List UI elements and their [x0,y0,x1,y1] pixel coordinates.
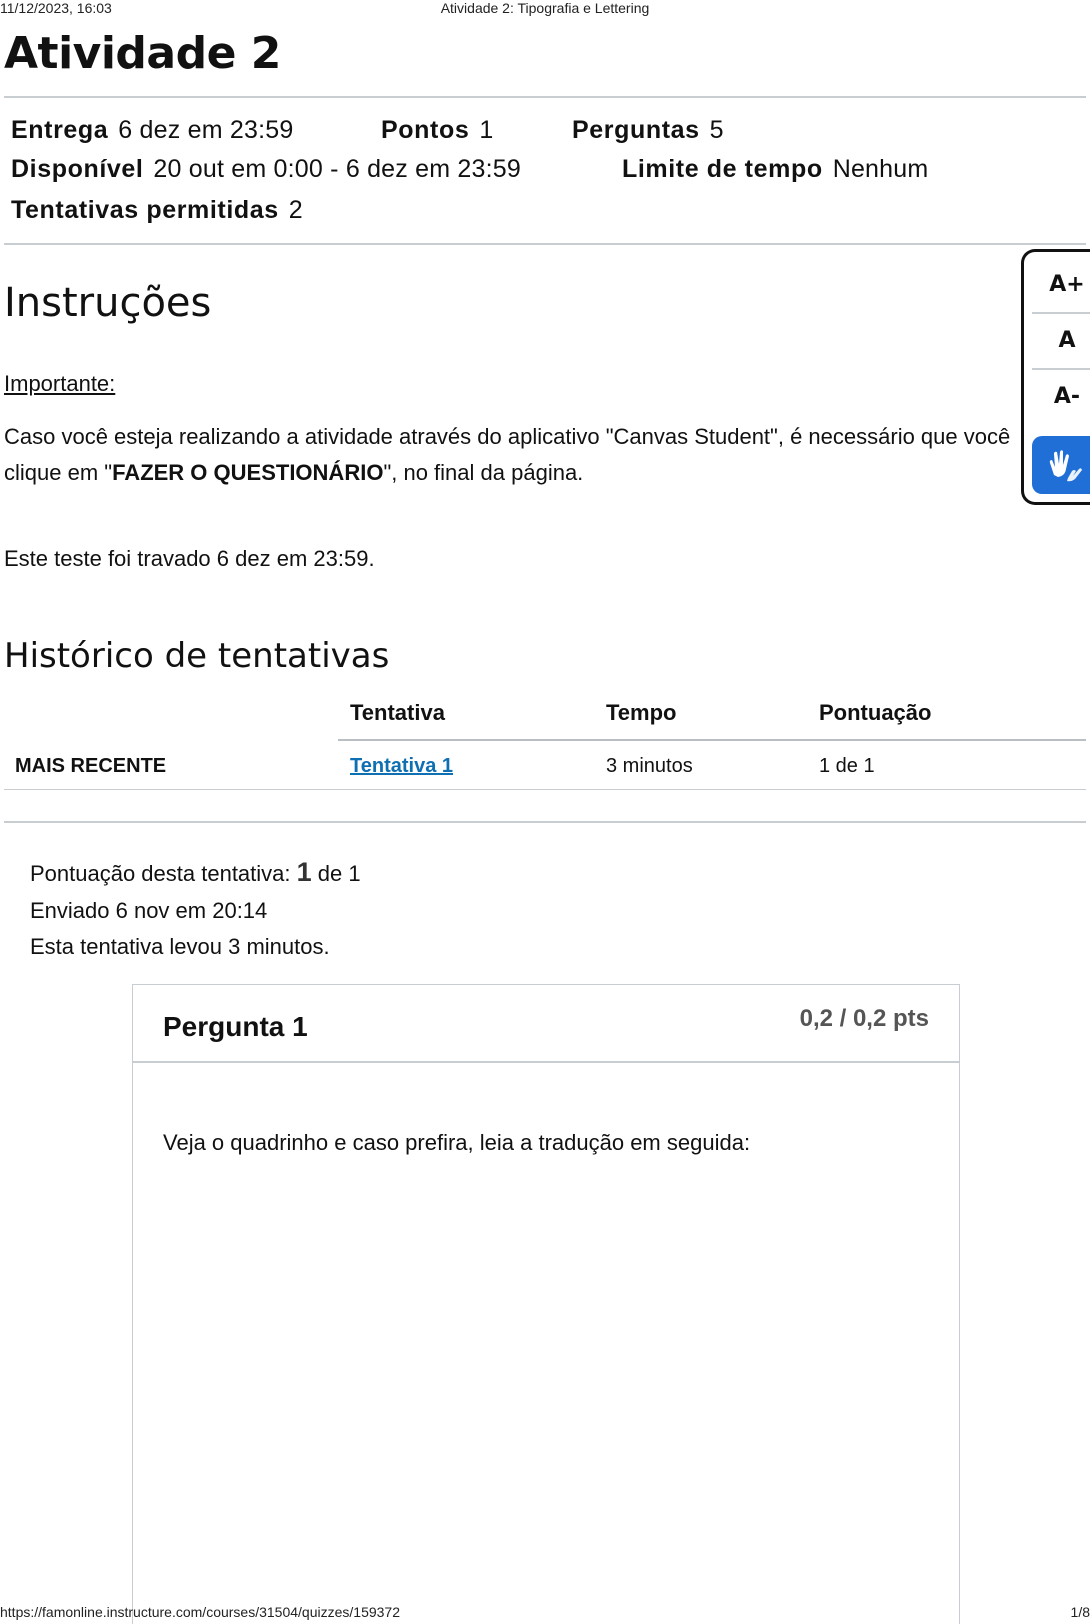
instructions-line-2-bold: FAZER O QUESTIONÁRIO [112,460,384,485]
meta-due-label: Entrega [11,116,109,144]
question-header [133,985,959,1063]
question-points: 0,2 / 0,2 pts [799,1005,929,1032]
sign-language-button[interactable] [1032,436,1090,494]
column-header-attempt: Tentativa [350,700,445,725]
font-decrease-button[interactable]: A- [1053,383,1081,409]
print-url: https://famonline.instructure.com/courses/31504/quizzes/159372 [0,1604,401,1620]
attempt-score-summary [30,857,361,888]
meta-attempts [11,196,303,225]
attempt-score-total: de 1 [311,861,361,886]
print-header [0,0,1090,18]
print-document-title: Atividade 2: Tipografia e Lettering [440,0,650,16]
locked-notice: Este teste foi travado 6 dez em 23:59. [4,546,375,571]
attempt-score: 1 de 1 [819,755,875,777]
divider [4,821,1086,823]
meta-questions-label: Perguntas [572,116,700,144]
instructions-heading: Instruções [4,280,212,326]
meta-due [11,116,293,145]
attempt-submitted: Enviado 6 nov em 20:14 [30,898,268,923]
attempt-score-value: 1 [296,857,312,887]
accessibility-widget [1021,249,1090,505]
meta-points [381,116,493,145]
question-card [132,984,960,1624]
meta-due-value: 6 dez em 23:59 [118,116,294,144]
question-title: Pergunta 1 [163,1011,308,1042]
attempt-time: 3 minutos [606,755,693,777]
meta-available-value: 20 out em 0:00 - 6 dez em 23:59 [153,155,521,183]
meta-points-label: Pontos [381,116,470,144]
attempt-1-link[interactable]: Tentativa 1 [350,755,453,777]
meta-available-label: Disponível [11,155,144,183]
meta-questions-value: 5 [709,116,724,144]
attempt-duration: Esta tentativa levou 3 minutos. [30,934,330,959]
question-body: Veja o quadrinho e caso prefira, leia a tradução em seguida: [163,1130,751,1155]
table-row-divider [4,789,1086,790]
font-increase-button[interactable]: A+ [1049,271,1085,297]
table-header-divider [338,739,1086,741]
meta-attempts-label: Tentativas permitidas [11,196,279,224]
meta-available [11,155,521,184]
meta-points-value: 1 [479,116,494,144]
divider [4,96,1086,98]
print-footer [0,1602,1090,1624]
print-page-number: 1/8 [1070,1604,1090,1620]
print-datetime: 11/12/2023, 16:03 [0,0,112,16]
meta-time-limit [622,155,928,184]
column-header-score: Pontuação [819,700,932,725]
sign-language-hands-icon [1044,445,1084,485]
instructions-line-2 [4,455,583,491]
page-title: Atividade 2 [4,28,281,79]
divider [4,243,1086,245]
instructions-line-1: Caso você esteja realizando a atividade através do aplicativo "Canvas Student", é necessário que você [4,424,1011,449]
instructions-line-2-post: ", no final da página. [383,460,584,485]
instructions-line-2-pre: clique em " [4,460,113,485]
meta-time-limit-label: Limite de tempo [622,155,823,183]
meta-attempts-value: 2 [288,196,303,224]
font-normal-button[interactable]: A [1058,327,1076,353]
attempt-score-label: Pontuação desta tentativa: [30,861,297,886]
meta-questions [572,116,724,145]
history-heading: Histórico de tentativas [4,636,390,676]
row-label-most-recent: MAIS RECENTE [15,755,167,777]
important-label: Importante: [4,371,116,396]
column-header-time: Tempo [606,700,677,725]
meta-time-limit-value: Nenhum [832,155,929,183]
